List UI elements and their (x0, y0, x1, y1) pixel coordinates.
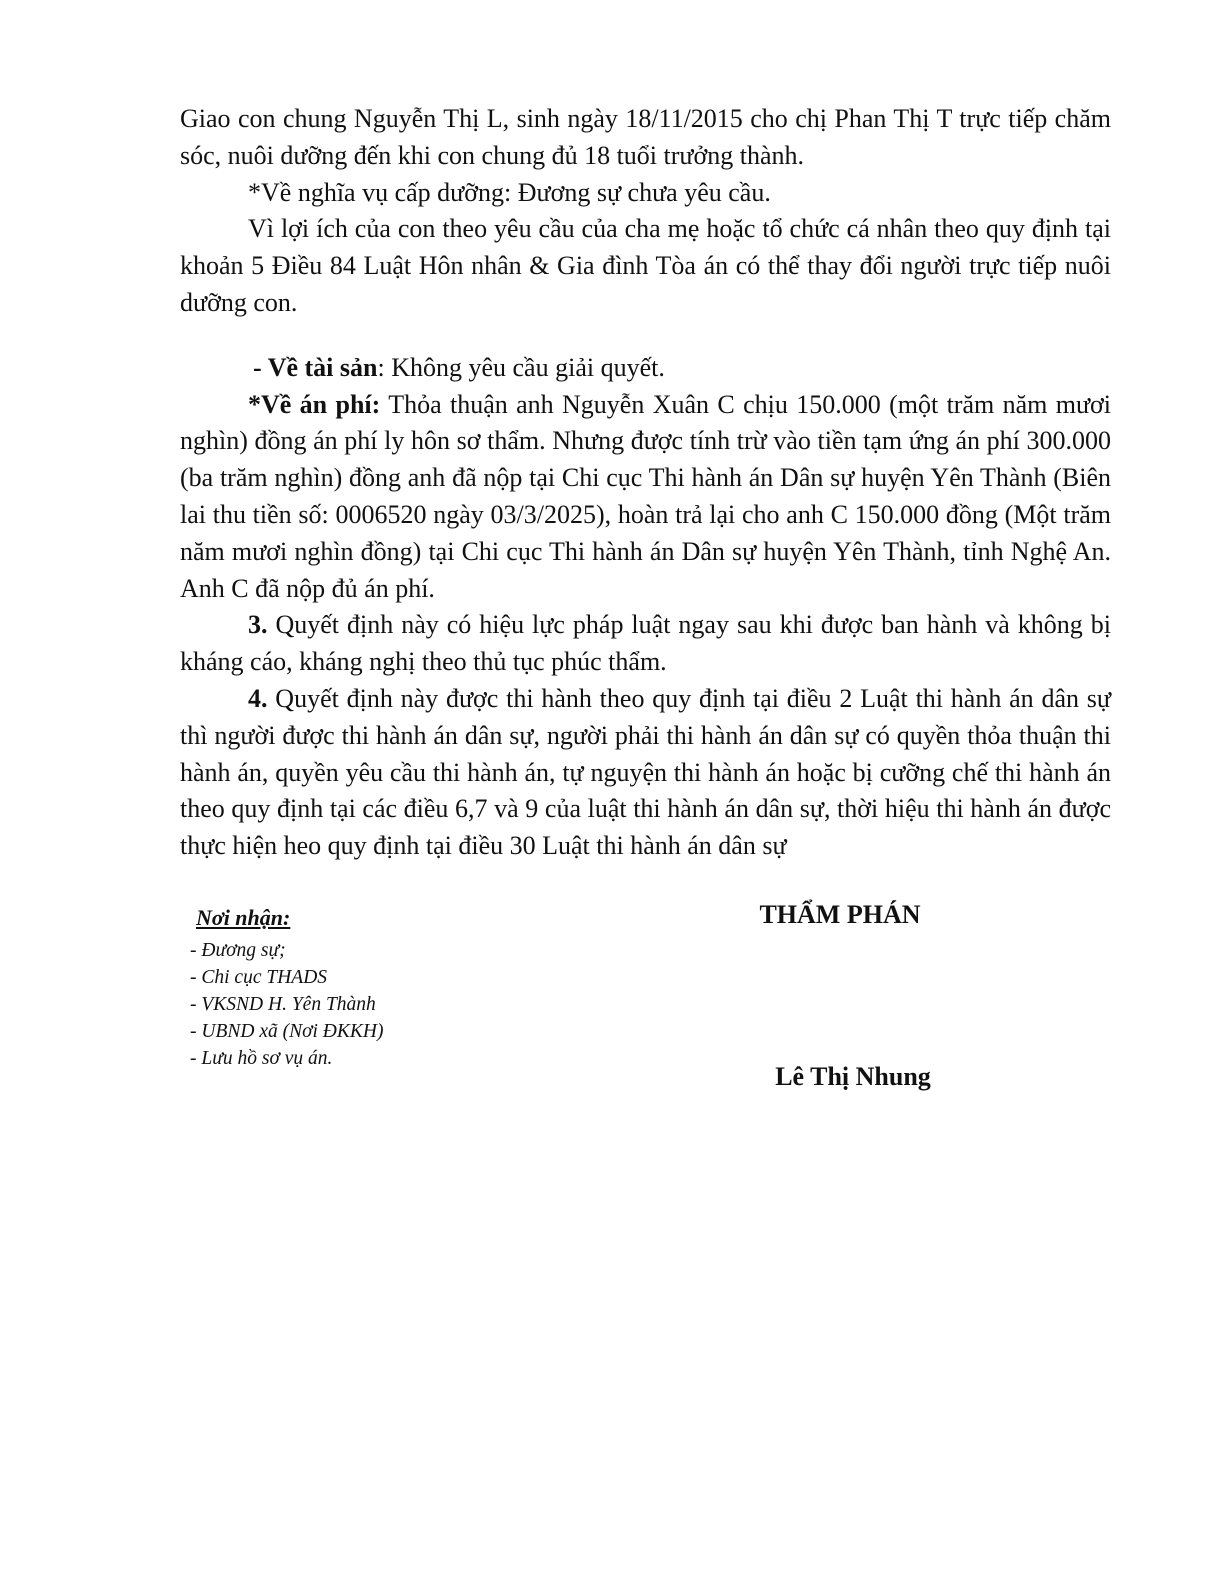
paragraph-support-obligation: *Về nghĩa vụ cấp dưỡng: Đương sự chưa yêu cầu. (248, 177, 771, 207)
property-label: - Về tài sản (253, 352, 378, 382)
item-4-text: Quyết định này được thi hành theo quy định tại điều 2 Luật thi hành án dân sự thì người được thi hành án dân sự, người phải thi hành án dân sự có quyền thỏa thuận thi hành án, quyền yêu cầu thi hành án, tự nguyện thi hành án hoặc bị cưỡng chế thi hành án theo quy định tại các điều 6,7 và 9 của luật thi hành án dân sự, thời hiệu thi hành án được thực hiện heo quy định tại điều 30 Luật thi hành án dân sự (180, 683, 1111, 861)
paragraph-item-4 (180, 681, 1111, 865)
paragraph-change-caregiver: Vì lợi ích của con theo yêu cầu của cha mẹ hoặc tổ chức cá nhân theo quy định tại khoản 5 Điều 84 Luật Hôn nhân & Gia đình Tòa án có thể thay đổi người trực tiếp nuôi dưỡng con. (180, 214, 1111, 317)
paragraph-item-3 (180, 607, 1111, 681)
paragraph-court-fee (180, 387, 1111, 608)
fee-label: *Về án phí: (248, 389, 381, 419)
recipients-title: Nơi nhận: (196, 905, 291, 930)
recipient-item: - Lưu hồ sơ vụ án. (190, 1048, 333, 1069)
recipients-list (190, 937, 520, 1072)
signer-name: Lê Thị Nhung (775, 1062, 931, 1091)
item-4-number: 4. (248, 683, 268, 713)
recipient-item: - UBND xã (Nơi ĐKKH) (190, 1021, 384, 1042)
item-3-number: 3. (248, 610, 268, 640)
recipient-item: - Đương sự; (190, 940, 286, 961)
property-text: : Không yêu cầu giải quyết. (377, 352, 665, 382)
paragraph-custody: Giao con chung Nguyễn Thị L, sinh ngày 18/11/2015 cho chị Phan Thị T trực tiếp chăm sóc, nuôi dưỡng đến khi con chung đủ 18 tuổi trưởng thành. (180, 104, 1111, 170)
recipient-item: - VKSND H. Yên Thành (190, 994, 376, 1015)
fee-text: Thỏa thuận anh Nguyễn Xuân C chịu 150.000 (một trăm năm mươi nghìn) đồng án phí ly hôn sơ thẩm. Nhưng được tính trừ vào tiền tạm ứng án phí 300.000 (ba trăm nghìn) đồng anh đã nộp tại Chi cục Thi hành án Dân sự huyện Yên Thành (Biên lai thu tiền số: 0006520 ngày 03/3/2025), hoàn trả lại cho anh C 150.000 đồng (Một trăm năm mươi nghìn đồng) tại Chi cục Thi hành án Dân sự huyện Yên Thành, tỉnh Nghệ An. Anh C đã nộp đủ án phí. (180, 389, 1112, 603)
recipients-block (190, 903, 520, 1072)
document-body (180, 101, 1111, 865)
paragraph-property (180, 350, 1111, 387)
signer-title: THẨM PHÁN (759, 900, 921, 929)
item-3-text: Quyết định này có hiệu lực pháp luật ngay sau khi được ban hành và không bị kháng cáo, kháng nghị theo thủ tục phúc thẩm. (180, 610, 1111, 677)
recipient-item: - Chi cục THADS (190, 967, 328, 988)
